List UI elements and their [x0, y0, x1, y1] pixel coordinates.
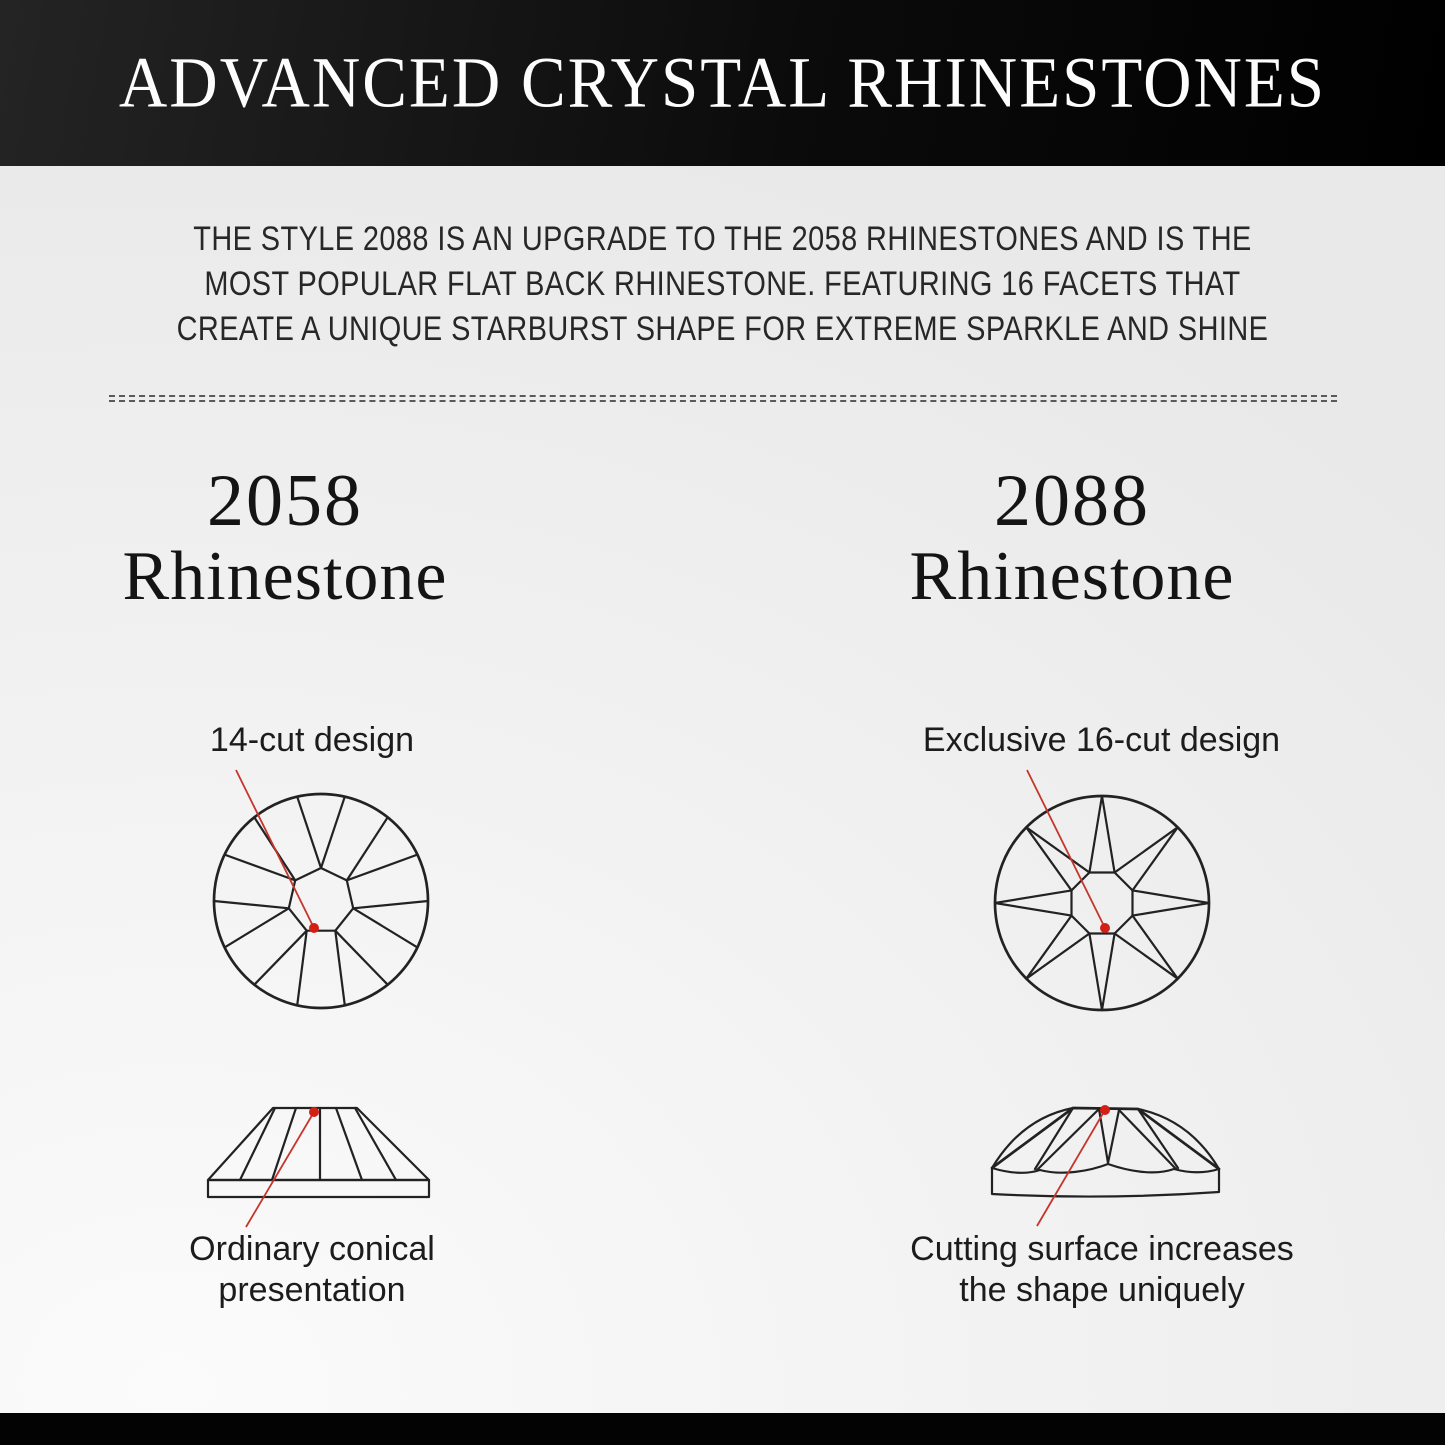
- star-facet-line-2088: [1133, 890, 1210, 903]
- facet-line-2058: [297, 931, 307, 1006]
- side-outline-2088: [992, 1108, 1219, 1169]
- rhinestone-2088-side-view-diagram: [992, 1108, 1219, 1197]
- model-number-2088: 2088: [994, 460, 1150, 542]
- side-outline-2058: [208, 1108, 429, 1180]
- facet-line-2058: [347, 855, 418, 881]
- star-facet-line-2088: [1026, 916, 1071, 979]
- label-14-cut-design: 14-cut design: [209, 721, 415, 759]
- label-cutting-surface-line1: Cutting surface increases: [910, 1230, 1294, 1268]
- star-facet-line-2088: [1102, 796, 1115, 873]
- table-heptagon-2058: [289, 868, 353, 931]
- intro-line-2: MOST POPULAR FLAT BACK RHINESTONE. FEATURING 16 FACETS THAT: [204, 265, 1241, 303]
- star-facet-line-2088: [1115, 934, 1178, 979]
- facet-line-2058: [335, 931, 345, 1006]
- star-facet-line-2088: [1089, 796, 1102, 873]
- facet-line-2058: [335, 931, 387, 985]
- model-kind-2058: Rhinestone: [122, 538, 448, 615]
- leader-dot-16-cut: [1100, 923, 1110, 933]
- star-facet-line-2088: [1026, 934, 1089, 979]
- label-ordinary-conical-line2: presentation: [218, 1271, 406, 1309]
- star-facet-line-2088: [995, 903, 1072, 916]
- side-base-2058: [208, 1180, 429, 1197]
- leader-dot-cutting-surface: [1100, 1105, 1110, 1115]
- side-girdle-wave-2088: [992, 1164, 1219, 1173]
- star-facet-line-2088: [1133, 916, 1178, 979]
- intro-line-3: CREATE A UNIQUE STARBURST SHAPE FOR EXTREME SPARKLE AND SHINE: [176, 310, 1269, 348]
- label-ordinary-conical: [112, 1229, 512, 1311]
- leader-dot-conical: [309, 1107, 319, 1117]
- label-cutting-surface-line2: the shape uniquely: [959, 1271, 1245, 1309]
- facet-line-2058: [225, 908, 289, 947]
- facet-line-2058: [353, 901, 428, 908]
- top-view-diagrams-group: [214, 794, 1209, 1010]
- star-facet-line-2088: [995, 890, 1072, 903]
- facet-line-2058: [321, 797, 345, 868]
- rhinestone-2058-side-view-diagram: [208, 1108, 429, 1197]
- label-16-cut-design: Exclusive 16-cut design: [922, 721, 1281, 759]
- label-cutting-surface: [880, 1229, 1324, 1311]
- star-facet-line-2088: [1026, 827, 1071, 890]
- girdle-circle-2058: [214, 794, 428, 1008]
- star-facet-line-2088: [1102, 934, 1115, 1011]
- model-kind-2088: Rhinestone: [909, 538, 1235, 615]
- facet-line-2058: [297, 797, 321, 868]
- star-facet-line-2088: [1115, 827, 1178, 872]
- leader-dot-14-cut: [309, 923, 319, 933]
- leader-line-conical: [246, 1112, 314, 1227]
- facet-line-2058: [353, 908, 417, 947]
- star-facet-line-2088: [1133, 903, 1210, 916]
- page-title: ADVANCED CRYSTAL RHINESTONES: [118, 42, 1327, 123]
- star-facet-line-2088: [1089, 934, 1102, 1011]
- footer-bar: [0, 1413, 1445, 1445]
- facet-line-2058: [347, 817, 388, 880]
- model-number-2058: 2058: [207, 460, 363, 542]
- label-ordinary-conical-line1: Ordinary conical: [189, 1230, 435, 1268]
- star-facet-line-2088: [1133, 827, 1178, 890]
- side-facet-lines-2088: [992, 1108, 1219, 1170]
- facet-line-2058: [214, 901, 289, 908]
- facet-line-2058: [254, 931, 306, 985]
- intro-line-1: THE STYLE 2088 IS AN UPGRADE TO THE 2058 RHINESTONES AND IS THE: [193, 220, 1252, 258]
